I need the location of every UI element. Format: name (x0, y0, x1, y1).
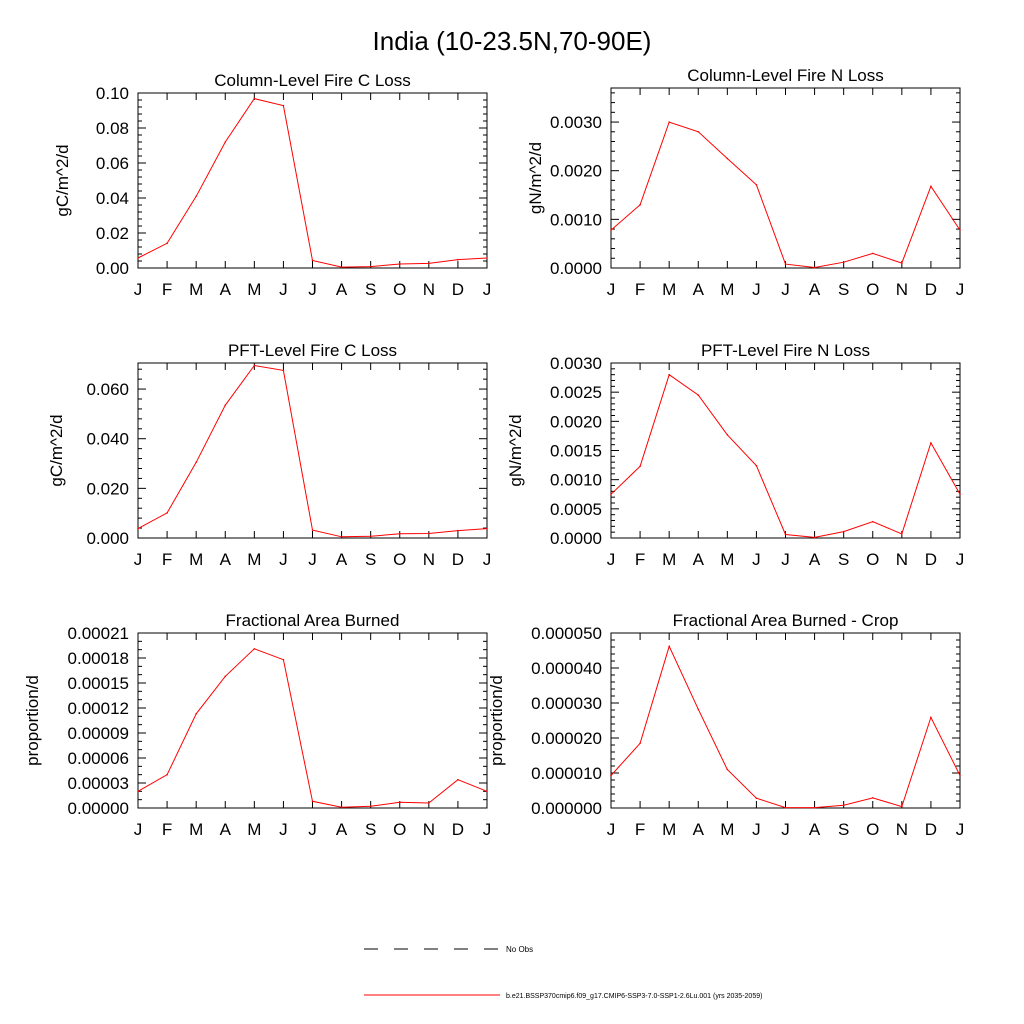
data-point (901, 806, 903, 808)
x-tick-label: J (482, 280, 492, 299)
y-axis-label: proportion/d (23, 675, 42, 766)
y-tick-label: 0.020 (86, 479, 129, 499)
x-tick-label: N (895, 550, 908, 569)
x-tick-label: A (335, 820, 348, 839)
x-tick-label: A (219, 820, 231, 839)
data-point (872, 253, 874, 255)
data-point (254, 648, 256, 650)
x-tick-label: S (837, 820, 850, 839)
x-tick-label: A (692, 820, 704, 839)
x-tick-label: S (837, 280, 850, 299)
data-point (872, 521, 874, 523)
chart-panel-2 (526, 66, 964, 299)
x-tick-label: M (662, 280, 677, 299)
data-point (930, 442, 932, 444)
y-axis-label: gN/m^2/d (526, 141, 545, 215)
x-tick-label: J (752, 820, 761, 839)
y-tick-label: 0.0010 (550, 470, 602, 490)
x-tick-label: S (364, 550, 377, 569)
data-point (195, 461, 197, 463)
y-tick-label: 0.08 (95, 119, 129, 138)
figure-title: India (10-23.5N,70-90E) (372, 26, 652, 56)
x-tick-label: J (752, 280, 761, 299)
x-tick-label: M (247, 550, 262, 569)
data-point (254, 98, 256, 100)
data-point (370, 535, 372, 537)
data-point (697, 709, 699, 711)
x-tick-label: N (422, 820, 435, 839)
data-point (457, 259, 459, 261)
x-tick-label: J (781, 280, 790, 299)
data-point (668, 121, 670, 123)
y-tick-label: 0.0000 (550, 259, 602, 278)
y-tick-label: 0.0030 (550, 354, 602, 373)
data-point (283, 370, 285, 372)
x-tick-label: J (606, 820, 616, 839)
series-line-1 (611, 646, 960, 807)
x-tick-label: F (634, 820, 646, 839)
x-tick-label: O (393, 820, 407, 839)
y-tick-label: 0.00012 (67, 699, 129, 718)
data-point (843, 804, 845, 806)
chart-panel-1 (53, 71, 491, 299)
y-tick-label: 0.060 (86, 380, 129, 400)
data-point (457, 530, 459, 532)
x-tick-label: J (279, 550, 288, 569)
x-tick-label: S (837, 550, 850, 569)
data-point (428, 263, 430, 265)
x-tick-label: J (308, 820, 317, 839)
data-point (901, 262, 903, 264)
plot-frame (611, 363, 960, 538)
x-tick-label: M (189, 280, 204, 299)
x-tick-label: A (219, 280, 231, 299)
x-tick-label: A (808, 820, 821, 839)
y-tick-label: 0.0010 (550, 210, 602, 230)
x-tick-label: F (161, 280, 173, 299)
data-point (137, 791, 139, 793)
chart-title: Fractional Area Burned (225, 611, 400, 630)
y-tick-label: 0.0000 (550, 529, 602, 548)
x-tick-label: J (955, 820, 965, 839)
y-tick-label: 0.10 (95, 84, 129, 103)
data-point (283, 105, 285, 107)
x-tick-label: M (662, 550, 677, 569)
x-tick-label: J (606, 280, 616, 299)
y-tick-label: 0.0015 (550, 441, 602, 461)
data-point (639, 465, 641, 467)
data-point (727, 769, 729, 771)
chart-panel-5 (23, 611, 491, 839)
y-tick-label: 0.00021 (67, 624, 129, 643)
x-tick-label: N (422, 280, 435, 299)
chart-title: Column-Level Fire C Loss (214, 71, 411, 90)
y-tick-label: 0.0020 (550, 161, 602, 181)
data-point (756, 465, 758, 467)
x-tick-label: O (866, 280, 880, 299)
x-tick-label: J (752, 550, 761, 569)
chart-title: PFT-Level Fire C Loss (227, 341, 398, 360)
data-point (901, 533, 903, 535)
data-point (224, 404, 226, 406)
chart-title: Column-Level Fire N Loss (687, 66, 884, 85)
data-point (639, 204, 641, 206)
x-tick-label: D (924, 550, 938, 569)
x-tick-label: J (955, 280, 965, 299)
x-tick-label: J (781, 820, 790, 839)
x-tick-label: J (606, 550, 616, 569)
y-tick-label: 0.00000 (67, 799, 129, 818)
x-tick-label: D (924, 280, 938, 299)
data-point (697, 394, 699, 396)
x-tick-label: M (662, 820, 677, 839)
y-tick-label: 0.0020 (550, 412, 602, 432)
y-tick-label: 0.06 (95, 154, 129, 173)
chart-title: PFT-Level Fire N Loss (700, 341, 871, 360)
y-tick-label: 0.00015 (67, 674, 129, 693)
x-tick-label: M (720, 820, 735, 839)
data-point (959, 229, 961, 231)
y-tick-label: 0.000020 (531, 729, 602, 748)
data-point (843, 261, 845, 263)
y-tick-label: 0.040 (86, 429, 129, 449)
series-line-1 (611, 375, 960, 538)
data-point (399, 263, 401, 265)
plot-frame (138, 633, 487, 808)
data-point (457, 779, 459, 781)
x-tick-label: S (364, 820, 377, 839)
data-point (370, 806, 372, 808)
data-point (341, 806, 343, 808)
x-tick-label: D (924, 820, 938, 839)
series-line-1 (138, 649, 487, 807)
y-axis-label: proportion/d (487, 675, 506, 766)
plot-frame (611, 633, 960, 808)
data-point (137, 257, 139, 259)
x-tick-label: N (895, 820, 908, 839)
y-tick-label: 0.000010 (531, 764, 602, 783)
data-point (959, 493, 961, 495)
y-axis-label: gC/m^2/d (53, 144, 72, 217)
series-line-1 (138, 99, 487, 268)
x-tick-label: M (247, 280, 262, 299)
y-tick-label: 0.000040 (531, 659, 602, 678)
x-tick-label: J (279, 820, 288, 839)
data-point (785, 807, 787, 809)
x-tick-label: J (133, 550, 143, 569)
x-tick-label: A (692, 550, 704, 569)
data-point (428, 802, 430, 804)
data-point (224, 141, 226, 143)
chart-panel-6 (487, 611, 964, 839)
data-point (137, 528, 139, 530)
data-point (697, 131, 699, 133)
x-tick-label: J (955, 550, 965, 569)
data-point (486, 257, 488, 259)
x-tick-label: O (393, 280, 407, 299)
x-tick-label: M (189, 550, 204, 569)
data-point (486, 791, 488, 793)
x-tick-label: M (247, 820, 262, 839)
y-axis-label: gC/m^2/d (47, 414, 66, 487)
x-tick-label: F (634, 280, 646, 299)
x-tick-label: F (634, 550, 646, 569)
y-tick-label: 0.0025 (550, 383, 602, 403)
x-tick-label: A (808, 280, 821, 299)
chart-panel-4 (506, 341, 964, 569)
x-tick-label: J (308, 280, 317, 299)
data-point (756, 797, 758, 799)
data-point (668, 646, 670, 648)
x-tick-label: N (895, 280, 908, 299)
data-point (399, 801, 401, 803)
x-tick-label: J (482, 550, 492, 569)
panels (23, 66, 964, 839)
data-point (341, 266, 343, 268)
y-tick-label: 0.00009 (67, 724, 129, 743)
y-tick-label: 0.02 (95, 224, 129, 243)
data-point (312, 801, 314, 803)
data-point (283, 659, 285, 661)
data-point (843, 531, 845, 533)
data-point (610, 229, 612, 231)
x-tick-label: D (451, 550, 465, 569)
x-tick-label: J (279, 280, 288, 299)
x-tick-label: J (133, 820, 143, 839)
data-point (312, 260, 314, 262)
data-point (341, 536, 343, 538)
data-point (166, 512, 168, 514)
data-point (166, 774, 168, 776)
data-point (727, 434, 729, 436)
data-point (610, 775, 612, 777)
data-point (195, 195, 197, 197)
legend (364, 945, 762, 1000)
plot-frame (138, 363, 487, 538)
data-point (399, 533, 401, 535)
x-tick-label: J (133, 280, 143, 299)
data-point (486, 528, 488, 530)
y-tick-label: 0.00006 (67, 749, 129, 768)
y-tick-label: 0.000030 (531, 694, 602, 713)
data-point (814, 267, 816, 269)
x-tick-label: A (335, 550, 348, 569)
data-point (195, 713, 197, 715)
data-point (668, 374, 670, 376)
data-point (814, 807, 816, 809)
data-point (610, 493, 612, 495)
y-tick-label: 0.00 (95, 259, 129, 278)
x-tick-label: J (308, 550, 317, 569)
y-tick-label: 0.000000 (531, 799, 602, 818)
x-tick-label: M (189, 820, 204, 839)
x-tick-label: F (161, 550, 173, 569)
data-point (959, 775, 961, 777)
y-tick-label: 0.0005 (550, 499, 602, 519)
y-tick-label: 0.04 (95, 189, 129, 208)
x-tick-label: F (161, 820, 173, 839)
x-tick-label: M (720, 550, 735, 569)
chart-panel-3 (47, 341, 491, 569)
y-tick-label: 0.0030 (550, 113, 602, 133)
x-tick-label: J (781, 550, 790, 569)
x-tick-label: O (393, 550, 407, 569)
x-tick-label: O (866, 820, 880, 839)
data-point (224, 676, 226, 678)
data-point (370, 266, 372, 268)
y-tick-label: 0.000050 (531, 624, 602, 643)
data-point (639, 742, 641, 744)
data-point (930, 185, 932, 187)
data-point (312, 529, 314, 531)
y-axis-label: gN/m^2/d (506, 414, 525, 487)
x-tick-label: S (364, 280, 377, 299)
y-tick-label: 0.00003 (67, 774, 129, 793)
x-tick-label: O (866, 550, 880, 569)
data-point (785, 534, 787, 536)
chart-title: Fractional Area Burned - Crop (672, 611, 899, 630)
x-tick-label: J (482, 820, 492, 839)
data-point (872, 797, 874, 799)
plot-frame (138, 93, 487, 268)
y-tick-label: 0.000 (86, 529, 129, 548)
data-point (727, 158, 729, 160)
x-tick-label: N (422, 550, 435, 569)
x-tick-label: A (692, 280, 704, 299)
data-point (785, 263, 787, 265)
x-tick-label: A (219, 550, 231, 569)
data-point (254, 365, 256, 367)
legend-obs-label: No Obs (506, 945, 534, 954)
legend-model-label: b.e21.BSSP370cmip6.f09_g17.CMIP6-SSP3-7.0-SSP1-2.6Lu.001 (yrs 2035-2059) (506, 993, 763, 1000)
plot-frame (611, 88, 960, 268)
data-point (428, 533, 430, 535)
y-tick-label: 0.00018 (67, 649, 129, 668)
data-point (814, 537, 816, 539)
x-tick-label: M (720, 280, 735, 299)
data-point (930, 717, 932, 719)
x-tick-label: A (808, 550, 821, 569)
data-point (166, 243, 168, 245)
data-point (756, 184, 758, 186)
x-tick-label: D (451, 280, 465, 299)
series-line-1 (611, 122, 960, 267)
series-line-1 (138, 366, 487, 537)
x-tick-label: A (335, 280, 348, 299)
x-tick-label: D (451, 820, 465, 839)
